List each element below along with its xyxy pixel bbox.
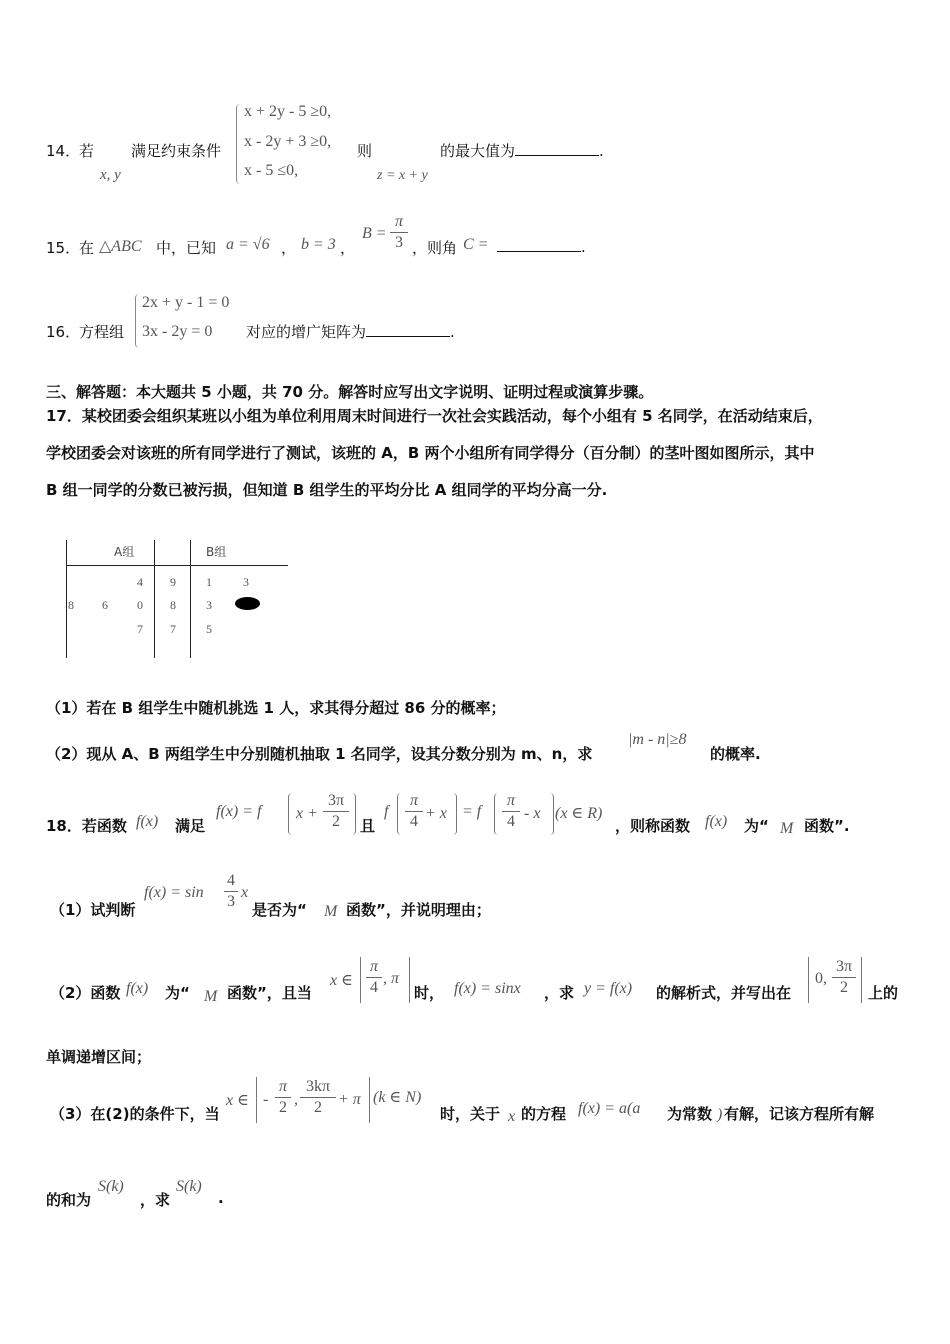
q15-B-lhs: B = xyxy=(362,225,387,242)
leaf-a-r0-0: 4 xyxy=(137,575,143,589)
stem-leaf-header-a: A组 xyxy=(114,545,135,559)
q18-p2-line2: 单调递增区间； xyxy=(46,1048,152,1066)
q18-eq-lhs: f(x) = f xyxy=(216,803,262,820)
leaf-a-r1-0: 8 xyxy=(68,598,74,612)
stem-r2: 7 xyxy=(170,622,176,636)
q18-p1-pre: （1）试判断 xyxy=(50,901,136,919)
q18-p2-pi: , π xyxy=(383,970,400,987)
q17-part2-pre: （2）现从 A、B 两组学生中分别随机抽取 1 名同学，设其分数分别为 m、n，求 xyxy=(46,745,593,763)
leaf-b-r2-0: 5 xyxy=(206,622,212,636)
q18-p2-shi: 时， xyxy=(414,984,445,1002)
leaf-b-r0-1: 3 xyxy=(243,575,249,589)
q18-p3-qiu: ，求 xyxy=(140,1191,171,1209)
q18-M: M xyxy=(780,820,794,837)
q15-a-equation: a = √6 xyxy=(226,236,270,253)
q16-text1: 方程组 xyxy=(79,323,125,341)
stem-leaf-header-b: B组 xyxy=(206,545,227,559)
q18-p3-line2-pre: 的和为 xyxy=(46,1191,92,1209)
q18-p2-M: M xyxy=(204,988,218,1005)
q18-p3-den2: 2 xyxy=(314,1099,322,1116)
q18-frac3-den: 4 xyxy=(507,813,515,830)
q15-C-lhs: C = xyxy=(463,236,489,253)
q14-end: . xyxy=(599,142,604,160)
q14-objective: z = x + y xyxy=(377,168,428,183)
q18-p3-k: (k ∈ N) xyxy=(373,1089,422,1106)
q16-number: 16． xyxy=(46,323,81,341)
q18-p2-pre: （2）函数 xyxy=(50,984,121,1002)
q18-p3-x: x xyxy=(508,1108,516,1125)
q14-number: 14． xyxy=(46,142,81,160)
q17-part2-post: 的概率. xyxy=(710,745,761,763)
q18-p2-f: f(x) = sinx xyxy=(454,980,521,997)
q14-ze: 则 xyxy=(357,142,373,160)
q18-frac3-num: π xyxy=(506,792,515,809)
q18-p3-mid: 时，关于 xyxy=(440,1105,501,1123)
q18-qie: 且 xyxy=(360,817,376,835)
q18-p3-den1: 2 xyxy=(279,1099,287,1116)
q18-fx: f(x) xyxy=(136,813,159,830)
leaf-b-r0-0: 1 xyxy=(206,575,212,589)
q17-line2: 学校团委会对该班的所有同学进行了测试，该班的 A，B 两个小组所有同学得分（百分制）的茎叶图如图所示，其中 xyxy=(46,444,815,462)
q18-p1-M: M xyxy=(324,903,338,920)
q14-constraint-1: x + 2y - 5 ≥0, xyxy=(244,103,332,120)
q16-answer-blank[interactable] xyxy=(366,322,450,337)
q18-minus-x: - x xyxy=(524,805,541,822)
q14-vars: x, y xyxy=(100,167,121,183)
leaf-a-r2-0: 7 xyxy=(137,622,143,636)
stem-r0: 9 xyxy=(170,575,176,589)
q15-B-numerator: π xyxy=(394,213,403,230)
q14-answer-blank[interactable] xyxy=(515,141,599,156)
q18-p3-minus: - xyxy=(263,1091,269,1108)
q16-end: . xyxy=(450,323,455,341)
q18-p3-frac1 xyxy=(275,1078,291,1117)
q18-frac2-den: 4 xyxy=(410,813,418,830)
q18-tail2: 函数”. xyxy=(804,817,850,835)
q15-text2: 中，已知 xyxy=(156,239,217,257)
q15-comma2: ， xyxy=(340,239,356,257)
q18-p3-S2: S(k) xyxy=(176,1178,202,1195)
q18-p2-den2: 2 xyxy=(840,979,848,996)
q18-p3-f: f(x) = a(a xyxy=(578,1100,641,1117)
leaf-b-r1-0: 3 xyxy=(206,598,212,612)
leaf-a-r1-1: 6 xyxy=(102,598,108,612)
q16-eq1: 2x + y - 1 = 0 xyxy=(142,294,230,311)
q18-p3-S1: S(k) xyxy=(98,1178,124,1195)
q16-text2: 对应的增广矩阵为 xyxy=(246,323,367,341)
q14-ruo: 若 xyxy=(79,142,95,160)
q18-p1-x: x xyxy=(241,884,249,901)
q15-B-denominator: 3 xyxy=(395,234,403,251)
q18-p2-fx: f(x) xyxy=(126,980,149,997)
section3-heading: 三、解答题：本大题共 5 小题，共 70 分。解答时应写出文字说明、证明过程或演算步骤。 xyxy=(46,383,654,401)
q16-eq2: 3x - 2y = 0 xyxy=(142,323,213,340)
q16-tail xyxy=(246,321,455,342)
q18-p3-frac2 xyxy=(300,1078,336,1117)
q15-b-equation: b = 3 xyxy=(301,236,336,253)
q18-p2-x-in: x ∈ xyxy=(330,972,353,989)
q18-frac2-num: π xyxy=(409,792,418,809)
q18-p1-frac xyxy=(224,872,238,911)
q18-p2-mid: 函数”，且当 xyxy=(227,984,312,1002)
q18-x-plus: x + xyxy=(296,805,318,822)
q18-p2-y: y = f(x) xyxy=(584,980,633,997)
q18-p3-paren: ) xyxy=(717,1106,723,1123)
leaf-a-r1-2: 0 xyxy=(137,598,143,612)
q15-answer-blank[interactable] xyxy=(497,237,581,252)
q18-p2-qiu: ，求 xyxy=(544,984,575,1002)
q18-p3-post: 有解，记该方程所有解 xyxy=(724,1105,875,1123)
q18-manzu: 满足 xyxy=(175,817,206,835)
stem-r1: 8 xyxy=(170,598,176,612)
q18-frac1-num: 3π xyxy=(327,792,345,809)
q17-line3: B 组一同学的分数已被污损，但知道 B 组学生的平均分比 A 组同学的平均分高一分. xyxy=(46,481,608,499)
q17-part2-expr: |m - n|≥8 xyxy=(628,731,687,748)
q17-part1: （1）若在 B 组学生中随机挑选 1 人，求其得分超过 86 分的概率； xyxy=(46,699,506,717)
q18-p3-end: . xyxy=(218,1189,224,1207)
q15-triangle: △ABC xyxy=(99,238,142,255)
q15-text1: 在 xyxy=(79,239,95,257)
q18-frac1 xyxy=(323,792,349,831)
q18-p3-plus-pi: + π xyxy=(338,1091,361,1108)
q16-system-brace xyxy=(135,294,142,348)
q18-p3-x-in: x ∈ xyxy=(226,1092,249,1109)
q17-line1: 17．某校团委会组织某班以小组为单位利用周末时间进行一次社会实践活动，每个小组有 5 名同学，在活动结束后， xyxy=(46,407,823,425)
q18-p3-pre: （3）在(2)的条件下，当 xyxy=(50,1105,220,1123)
q14-system-brace xyxy=(236,104,243,184)
q18-p3-mid2: 的方程 xyxy=(521,1105,567,1123)
q18-p2-end: 上的 xyxy=(868,984,899,1002)
q18-p2-num: π xyxy=(369,958,378,975)
q14-condition-text: 满足约束条件 xyxy=(131,142,222,160)
q14-constraint-2: x - 2y + 3 ≥0, xyxy=(244,133,332,150)
q18-p3-num1: π xyxy=(278,1078,287,1095)
smudged-score-blot xyxy=(235,597,260,610)
q18-wei: 为“ xyxy=(744,817,769,835)
q18-p1-num: 4 xyxy=(227,872,235,889)
q18-p2-frac xyxy=(366,958,382,997)
q15-comma1: ， xyxy=(281,239,297,257)
q15-end: . xyxy=(581,238,586,256)
q18-p2-post: 的解析式，并写出在 xyxy=(656,984,792,1002)
q18-plus-x: + x xyxy=(425,805,447,822)
q18-p1-post2: 函数”，并说明理由； xyxy=(346,901,491,919)
q15-number: 15． xyxy=(46,239,81,257)
q18-p3-const: 为常数 xyxy=(667,1105,713,1123)
q18-p3-comma: , xyxy=(294,1091,298,1108)
q18-p1-post1: 是否为“ xyxy=(252,901,307,919)
q18-p2-zero: 0, xyxy=(815,970,827,987)
q18-p1-f: f(x) = sin xyxy=(144,884,204,901)
q18-p3-num2: 3kπ xyxy=(305,1078,331,1095)
q18-p2-den: 4 xyxy=(370,979,378,996)
q18-domain: (x ∈ R) xyxy=(555,805,603,822)
q15-text3: ，则角 xyxy=(412,239,458,257)
q15-B-fraction xyxy=(390,213,408,252)
q18-number: 18．若函数 xyxy=(46,817,127,835)
q18-f1: f xyxy=(384,803,389,820)
q18-eq-f: = f xyxy=(462,803,482,820)
q18-frac3 xyxy=(502,792,520,831)
q14-constraint-3: x - 5 ≤0, xyxy=(244,162,299,179)
q15-blank-wrap xyxy=(497,237,586,256)
q18-p1-den: 3 xyxy=(227,893,235,910)
q14-tail xyxy=(440,140,604,161)
q18-frac1-den: 2 xyxy=(332,813,340,830)
q18-fx2: f(x) xyxy=(705,813,728,830)
q18-tail1: ，则称函数 xyxy=(615,817,691,835)
q18-p2-num2: 3π xyxy=(835,958,853,975)
q18-frac2 xyxy=(405,792,423,831)
q18-p2-frac2 xyxy=(832,958,856,997)
q14-tail-text: 的最大值为 xyxy=(440,142,516,160)
q18-p2-wei: 为“ xyxy=(165,984,190,1002)
